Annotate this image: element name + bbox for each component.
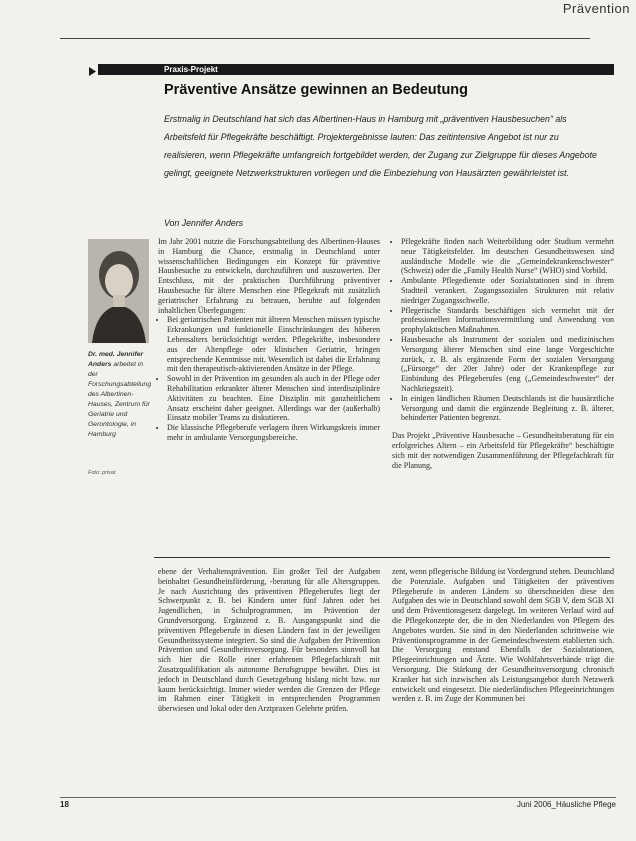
section-title: Prävention xyxy=(562,1,630,16)
body-column-3 xyxy=(158,567,380,714)
footer-rule xyxy=(60,797,616,798)
body-column-2 xyxy=(392,237,614,470)
body-paragraph: Im Jahr 2001 nutzte die Forschungsabteilung des Albertinen-Hauses in Hamburg die Chance, erstmalig in Deutschland unter wissenschaftlichen Bedingungen ein Konzept für präventive Hausbesuche zu entwickeln, durchzuführen und auszuwerten. Der Entschluss, mit der praktischen Durchführung präventiver Hausbesuche für ältere Menschen eine Pflegekraft mit zusätzlich geriatrischer Erfahrung zu betrauen, beruhte auf folgenden inhaltlichen Überlegungen: xyxy=(158,237,380,315)
list-item: • Ambulante Pflegedienste oder Sozialstationen sind in ihrem Stadtteil verankert. Zugangssozialen Strukturen mit relativ niedriger Zugangsschwelle. xyxy=(401,276,614,305)
portrait-illustration xyxy=(88,239,149,343)
kicker-marker xyxy=(86,64,98,75)
caption-author-name: Dr. med. Jennifer Anders xyxy=(88,351,144,368)
page-number: 18 xyxy=(60,800,69,809)
body-paragraph: ebene der Verhaltensprävention. Ein großer Teil der Aufgaben beinhaltet Gesundheitsförderung, -beratung für alle Altersgruppen. Je nach Ausrichtung des präventiven Pflegeberufes liegt der Schwerpunkt z. B. bei Kindern unter fünf Jahren oder bei Jugendlichen, in Schulprogrammen, im Prävention der Grundversorgung. Ergänzend z. B. Ausgangspunkt sind die präventiven Pflegeberufe in diesen Ländern fast in der jeweiligen Gesundheitssysteme integriert. So sind die Aufgaben der Prävention Prävention und Gesundheitsversorgung. Für besonders sinnvoll hat sich hier die Rolle einer erfahrenen Pflegefachkraft mit Zusatzqualifikation als autonome Berufsgruppe bewährt. Dies ist jedoch in Deutschland durch Gesetzgebung bislang nicht bzw. nur kaum berücksichtigt. Immer wieder werden die Grenzen der Pflege im Rahmen einer Tätigkeit in entsprechenden Programmen überwiesen und lokal oder den Arztpraxen Gelehrte prüfen. xyxy=(158,567,380,714)
running-header-rule xyxy=(60,20,590,39)
list-item: • Bei geriatrischen Patienten mit älteren Menschen müssen typische Erkrankungen und funktionelle Einschränkungen des höheren Lebensalters berücksichtigt werden. Pflegekräfte, insbesondere aus der Altenpflege oder klinischen Geriatrie, bringen entsprechende Kenntnisse mit. Wesentlich ist dabei die Erfahrung mit den therapeutisch-aktivierenden Ansätze in der Pflege. xyxy=(167,315,380,374)
article-lead: Erstmalig in Deutschland hat sich das Albertinen-Haus in Hamburg mit „präventiven Hausbesuchen“ als Arbeitsfeld für Pflegekräfte beschäftigt. Projektergebnisse lauten: Das zeitintensive Angebot ist nur zu realisieren, wenn Pflegekräfte umfangreich fortgebildet werden, der Zugang zur Zielgruppe für dieses Angebote gelingt, geeignete Netzwerkstrukturen vorliegen und die Einbeziehung von Hausärzten gewährleistet ist. xyxy=(164,114,597,178)
kicker-label: Praxis-Projekt xyxy=(164,65,218,74)
author-photo xyxy=(88,239,149,343)
issue-label: Juni 2006_Häusliche Pflege xyxy=(516,800,616,809)
list-item: • Pflegekräfte finden nach Weiterbildung oder Studium vermehrt neue Tätigkeitsfelder. Im deutschen Gesundheitswesen sind ausländische Modelle wie die „Gemeindekrankenschwester“ (Schweiz) oder die „Family Health Nurse“ (WHO) sind Vorbild. xyxy=(401,237,614,276)
list-item: • Hausbesuche als Instrument der sozialen und medizinischen Versorgung älterer Menschen sind eine lange Vorgeschichte zurück, z. B. als ergänzende Form der sozialen Versorgung („Fürsorge“ der 20er Jahre) oder der Krankenpflege zur Einbindung des Pflegeberufes (eng („Gemeindeschwester“ der Nachkriegszeit). xyxy=(401,335,614,394)
bullet-list xyxy=(158,315,380,442)
body-paragraph: zent, wenn pflegerische Bildung ist Vordergrund stehen. Deutschland die Potenziale. Aufgaben und Tätigkeiten der präventiven Pflegeberufe in anderen Ländern so überschneiden diese den Aufgaben des wie in Deutschland sowohl dem SGB V, dem SGB XI und dem Präventionsgesetz dargelegt. Im weiteren Verlauf wird auf die Pflegekonzepte der, die in den Niederlanden von Pflegern des Angebotes wurden. Sie sind in den Niederlanden schrittweise wie Präventionsprogramme in der Gemeindeschwestern etablierten sich. Die Versorgung entstand Ebenfalls der Sozialstationen, Pflegeeinrichtungen und Ärzte. Wie Wohlfahrtsverbände trägt die Versorgung. Die Stärkung der Gesundheitsversorgung chronisch Kranker hat sich inzwischen als Leistungsangebot durch Netzwerk entwickelt und eingesetzt. Die niederländischen Pflegeeinrichtungen werden z. B. im Zuge der Kommunen bei xyxy=(392,567,614,704)
article-byline: Von Jennifer Anders xyxy=(164,218,244,228)
caption-author-affiliation: arbeitet in der Forschungsabteilung des Albertinen-Hauses, Zentrum für Geriatrie und Gerontologie, in Hamburg xyxy=(88,361,152,438)
list-item: • Pflegerische Standards beschäftigen sich vermehrt mit der professionellen Informationsvermittlung und Anwendung von prophylaktischen Maßnahmen. xyxy=(401,306,614,335)
body-column-1 xyxy=(158,237,380,443)
body-paragraph: Das Projekt „Präventive Hausbesuche – Gesundheitsberatung für ein erfolgreiches Altern – ein Arbeitsfeld für Pflegekräfte“ beschäftigte sich mit der notwendigen Zusammenführung der Pflegefachkraft für die Planung, xyxy=(392,431,614,470)
section-divider xyxy=(154,557,610,558)
author-caption xyxy=(88,350,150,440)
bullet-list xyxy=(392,237,614,423)
photo-credit: Foto: privat xyxy=(88,470,116,476)
list-item: • Sowohl in der Prävention im gesunden als auch in der Pflege oder Rehabilitation erkrankter älterer Menschen sind interdisziplinäre Aktivitäten zu beachten. Eine Disziplin mit ganzheitlichem Ansatz erscheint daher geeignet. Allerdings war der (außerhalb) Einsatz mobiler Teams zu diskutieren. xyxy=(167,374,380,423)
article-headline: Präventive Ansätze gewinnen an Bedeutung xyxy=(164,82,469,98)
triangle-right-icon xyxy=(86,66,98,77)
body-column-4 xyxy=(392,567,614,704)
list-item: • In einigen ländlichen Räumen Deutschlands ist die hausärztliche Versorgung und damit die ergänzende Begleitung z. B. älterer, behinderter Patienten begrenzt. xyxy=(401,394,614,423)
list-item: • Die klassische Pflegeberufe verlagern ihren Wirkungskreis immer mehr in ambulante Versorgungsbereiche. xyxy=(167,423,380,443)
